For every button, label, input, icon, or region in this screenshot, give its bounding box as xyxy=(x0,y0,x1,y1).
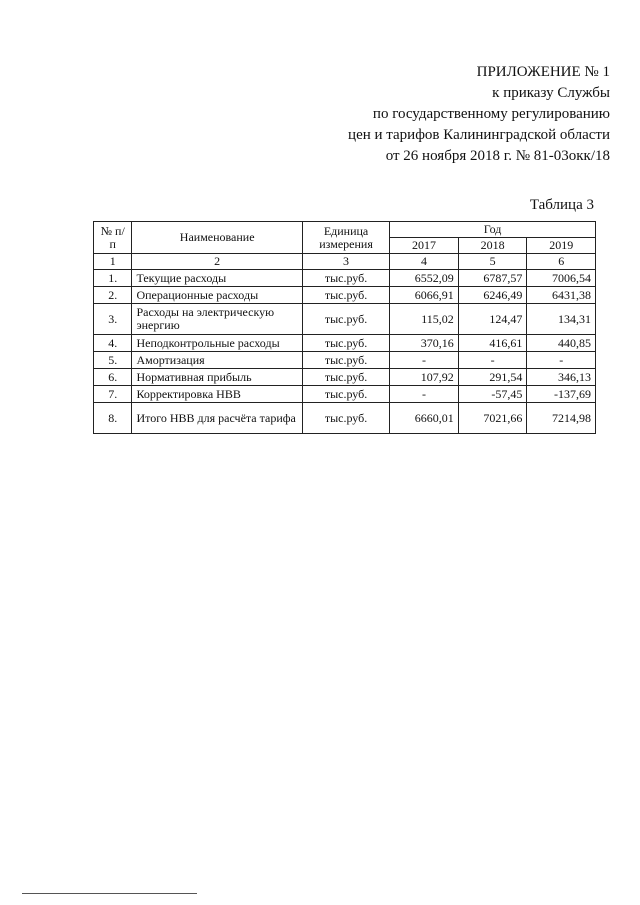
row-name: Текущие расходы xyxy=(132,270,302,287)
appendix-header xyxy=(300,62,610,167)
row-num: 3. xyxy=(94,304,132,335)
table-row xyxy=(94,335,596,352)
table-row xyxy=(94,403,596,434)
table-row xyxy=(94,352,596,369)
col-header-unit: Единица измерения xyxy=(302,222,389,254)
value-2018: 7021,66 xyxy=(458,403,527,434)
value-2019: 346,13 xyxy=(527,369,596,386)
row-num: 6. xyxy=(94,369,132,386)
row-name: Амортизация xyxy=(132,352,302,369)
value-2018: -57,45 xyxy=(458,386,527,403)
value-2018: - xyxy=(458,352,527,369)
value-2019: 440,85 xyxy=(527,335,596,352)
col-index: 5 xyxy=(458,254,527,270)
row-unit: тыс.руб. xyxy=(302,352,389,369)
order-date-number: от 26 ноября 2018 г. № 81-03окк/18 xyxy=(385,148,610,164)
appendix-title: ПРИЛОЖЕНИЕ № 1 xyxy=(476,64,610,80)
row-name: Корректировка НВВ xyxy=(132,386,302,403)
row-name: Неподконтрольные расходы xyxy=(132,335,302,352)
footnote-divider xyxy=(22,893,197,894)
col-header-year: Год xyxy=(390,222,596,238)
col-index: 2 xyxy=(132,254,302,270)
value-2019: 7214,98 xyxy=(527,403,596,434)
table-row xyxy=(94,270,596,287)
value-2018: 124,47 xyxy=(458,304,527,335)
row-unit: тыс.руб. xyxy=(302,304,389,335)
row-num: 4. xyxy=(94,335,132,352)
col-header-num: № п/п xyxy=(94,222,132,254)
row-unit: тыс.руб. xyxy=(302,287,389,304)
row-name: Итого НВВ для расчёта тарифа xyxy=(132,403,302,434)
agency-line-2: цен и тарифов Калининградской области xyxy=(348,127,610,143)
row-unit: тыс.руб. xyxy=(302,386,389,403)
row-num: 1. xyxy=(94,270,132,287)
value-2019: -137,69 xyxy=(527,386,596,403)
table-row xyxy=(94,287,596,304)
value-2017: 107,92 xyxy=(390,369,459,386)
row-unit: тыс.руб. xyxy=(302,335,389,352)
value-2019: - xyxy=(527,352,596,369)
table-caption: Таблица 3 xyxy=(529,197,594,213)
value-2017: 370,16 xyxy=(390,335,459,352)
agency-line-1: по государственному регулированию xyxy=(372,106,610,122)
col-index: 1 xyxy=(94,254,132,270)
col-header-name: Наименование xyxy=(132,222,302,254)
value-2017: 6660,01 xyxy=(390,403,459,434)
row-unit: тыс.руб. xyxy=(302,270,389,287)
row-name: Операционные расходы xyxy=(132,287,302,304)
value-2017: 6552,09 xyxy=(390,270,459,287)
value-2018: 416,61 xyxy=(458,335,527,352)
year-2018: 2018 xyxy=(458,238,527,254)
row-num: 2. xyxy=(94,287,132,304)
order-reference: к приказу Службы xyxy=(492,85,610,101)
value-2018: 291,54 xyxy=(458,369,527,386)
row-name: Нормативная прибыль xyxy=(132,369,302,386)
value-2017: - xyxy=(390,386,459,403)
value-2019: 6431,38 xyxy=(527,287,596,304)
col-index: 3 xyxy=(302,254,389,270)
row-unit: тыс.руб. xyxy=(302,403,389,434)
table-row xyxy=(94,304,596,335)
value-2017: - xyxy=(390,352,459,369)
col-index: 6 xyxy=(527,254,596,270)
value-2018: 6787,57 xyxy=(458,270,527,287)
value-2018: 6246,49 xyxy=(458,287,527,304)
table-row xyxy=(94,386,596,403)
value-2019: 7006,54 xyxy=(527,270,596,287)
value-2017: 115,02 xyxy=(390,304,459,335)
tariff-table xyxy=(93,221,596,434)
row-num: 8. xyxy=(94,403,132,434)
year-2019: 2019 xyxy=(527,238,596,254)
row-unit: тыс.руб. xyxy=(302,369,389,386)
table-row xyxy=(94,369,596,386)
year-2017: 2017 xyxy=(390,238,459,254)
table-header-row xyxy=(94,222,596,238)
col-index: 4 xyxy=(390,254,459,270)
row-num: 7. xyxy=(94,386,132,403)
row-name: Расходы на электрическую энергию xyxy=(132,304,302,335)
row-num: 5. xyxy=(94,352,132,369)
value-2017: 6066,91 xyxy=(390,287,459,304)
column-index-row xyxy=(94,254,596,270)
value-2019: 134,31 xyxy=(527,304,596,335)
